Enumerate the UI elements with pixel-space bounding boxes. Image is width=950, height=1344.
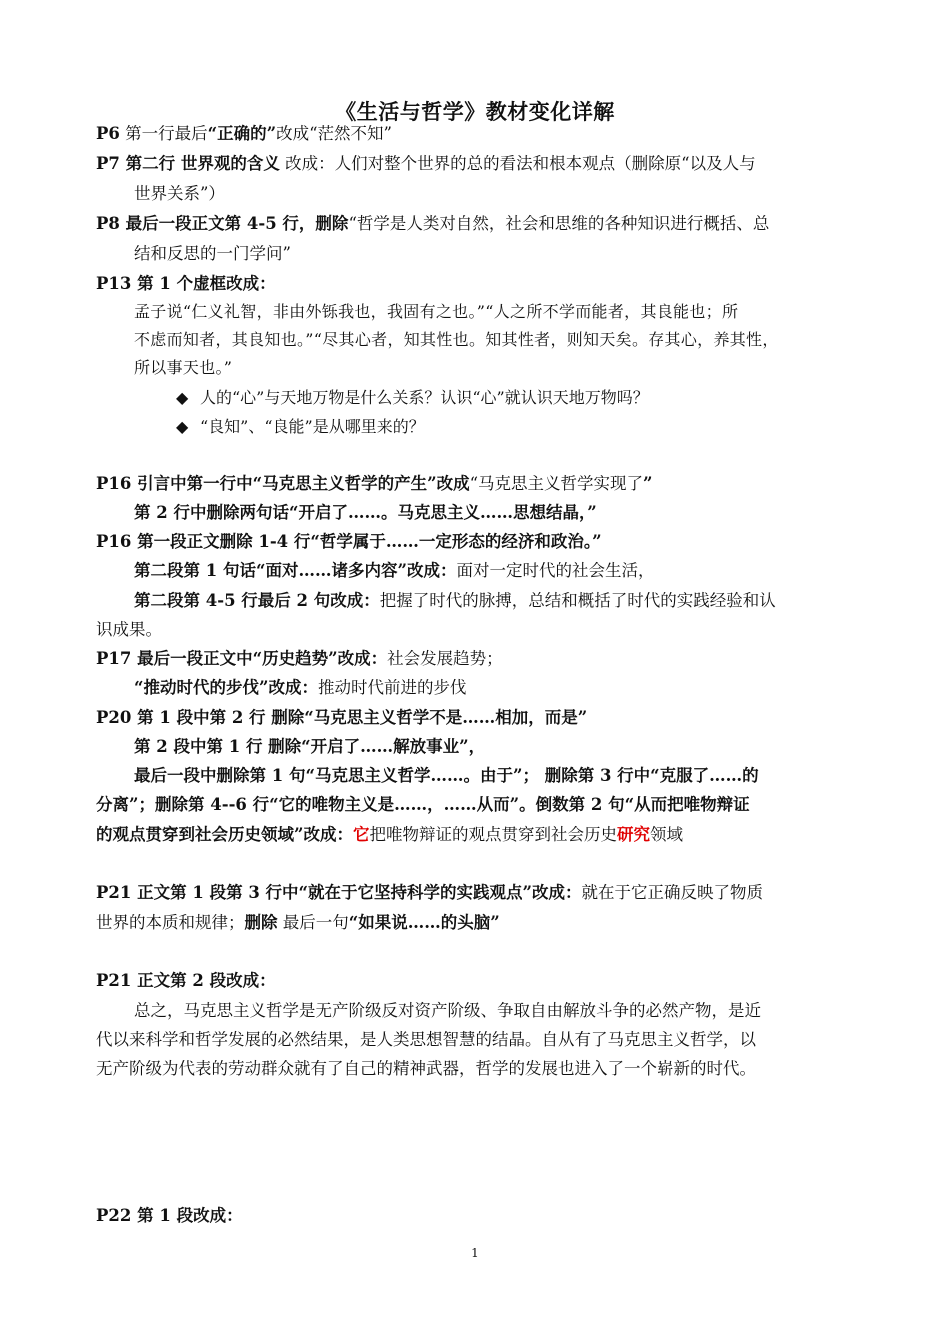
heading-bold: P22 第 1 段改成： (96, 1206, 243, 1225)
heading-bold: P13 第 1 个虚框改成： (96, 274, 276, 293)
text: 改成 (276, 124, 310, 143)
text: 领域 (650, 825, 683, 844)
text: 的观点贯穿到社会历史领域”改成： (96, 825, 353, 844)
bullet-text: 人的“心”与天地万物是什么关系？认识“心”就认识天地万物吗？ (200, 388, 649, 407)
text: 所以事天也。” (134, 358, 233, 377)
line-p16-para2-1 (134, 557, 894, 585)
text: 第二段第 4-5 行最后 2 句改成： (134, 591, 380, 610)
line-p21-1b (96, 909, 856, 937)
line-p8-cont (134, 240, 894, 268)
line-p16-para1 (96, 528, 856, 556)
text: 第一行最后 (119, 124, 208, 143)
line-p17 (96, 645, 856, 673)
line-p16-delete (134, 499, 894, 527)
para-summary-1 (134, 997, 894, 1025)
text: ” (643, 474, 653, 493)
highlight-red: 它 (353, 825, 370, 844)
diamond-bullet-icon: ◆ (176, 417, 189, 436)
quote: “茫然不知” (309, 124, 392, 143)
diamond-bullet-icon: ◆ (176, 388, 189, 407)
text: 识成果。 (96, 620, 162, 639)
text: 总之，马克思主义哲学是无产阶级反对资产阶级、争取自由解放斗争的必然产物，是近 (134, 1001, 761, 1020)
line-p6 (96, 120, 856, 148)
quote-mencius-3 (134, 354, 894, 382)
text: 改成：人们对整个世界的总的看法和根本观点（删除原“以及人与 (279, 154, 756, 173)
line-p20-4 (96, 791, 856, 819)
quote-mencius-1 (134, 298, 894, 326)
para-summary-2 (96, 1026, 856, 1054)
line-p16-para2-2 (134, 587, 894, 615)
line-p16-para2-3 (96, 616, 856, 644)
text: “马克思主义哲学实现了 (469, 474, 644, 493)
text: 第 2 行中删除两句话“开启了……。马克思主义……思想结晶，” (134, 503, 597, 522)
text: 把握了时代的脉搏，总结和概括了时代的实践经验和认 (379, 591, 776, 610)
heading-bold: P8 最后一段正文第 4-5 行，删除 (96, 214, 349, 233)
heading-bold: P21 正文第 1 段第 3 行中“就在于它坚持科学的实践观点”改成： (96, 883, 582, 902)
text: P16 第一段正文删除 1-4 行“哲学属于……一定形态的经济和政治。” (96, 532, 602, 551)
page-ref: P6 (96, 124, 120, 143)
line-p20 (96, 704, 856, 732)
bullet-item (176, 384, 649, 412)
page-number: 1 (471, 1246, 479, 1260)
line-p7 (96, 150, 856, 178)
line-p20-5 (96, 821, 856, 849)
line-p22 (96, 1202, 856, 1230)
line-p20-2 (134, 733, 894, 761)
heading-bold: P21 正文第 2 段改成： (96, 971, 276, 990)
text: 社会发展趋势； (387, 649, 503, 668)
line-p17-2 (134, 674, 894, 702)
text: 世界的本质和规律； (96, 913, 245, 932)
line-p21-2 (96, 967, 856, 995)
text: 面对一定时代的社会生活， (456, 561, 655, 580)
text: 就在于它正确反映了物质 (581, 883, 764, 902)
document-title: 《生活与哲学》教材变化详解 (335, 99, 615, 124)
line-p21-1 (96, 879, 856, 907)
heading-bold: P16 引言中第一行中“马克思主义哲学的产生”改成 (96, 474, 470, 493)
text: 删除 (244, 913, 278, 932)
highlight-red: 研究 (617, 825, 650, 844)
line-p16-intro (96, 470, 856, 498)
line-p7-cont (134, 180, 894, 208)
line-p8 (96, 210, 856, 238)
quote-bold: “正确的” (207, 124, 277, 143)
text: 结和反思的一门学问” (134, 244, 291, 263)
para-summary-3 (96, 1055, 856, 1083)
text: “哲学是人类对自然，社会和思维的各种知识进行概括、总 (348, 214, 770, 233)
text: 推动时代前进的步伐 (317, 678, 467, 697)
line-p20-3 (134, 762, 894, 790)
text: 代以来科学和哲学发展的必然结果，是人类思想智慧的结晶。自从有了马克思主义哲学，以 (96, 1030, 756, 1049)
text: P20 第 1 段中第 2 行 删除“马克思主义哲学不是……相加，而是” (96, 708, 588, 727)
text: 孟子说“仁义礼智，非由外铄我也，我固有之也。”“人之所不学而能者，其良能也；所 (134, 302, 739, 321)
bullet-text: “良知”、“良能”是从哪里来的？ (200, 417, 425, 436)
text: 不虑而知者，其良知也。”“尽其心者，知其性也。知其性者，则知天矣。存其心，养其性， (134, 330, 779, 349)
text: 世界关系”） (134, 184, 225, 203)
bullet-item (176, 413, 425, 441)
text: 把唯物辩证的观点贯穿到社会历史 (369, 825, 617, 844)
text: 分离”；删除第 4--6 行“它的唯物主义是……，……从而”。倒数第 2 句“从而把唯物辩证 (96, 795, 750, 814)
text: “推动时代的步伐”改成： (134, 678, 318, 697)
text: 最后一段中删除第 1 句“马克思主义哲学……。由于”； 删除第 3 行中“克服了……的 (134, 766, 759, 785)
text: 第 2 段中第 1 行 删除“开启了……解放事业”， (134, 737, 486, 756)
text: “如果说……的头脑” (348, 913, 500, 932)
quote-mencius-2 (134, 326, 894, 354)
text: 第二段第 1 句话“面对……诸多内容”改成： (134, 561, 457, 580)
text: 最后一句 (282, 913, 349, 932)
line-p13 (96, 270, 856, 298)
heading-bold: P17 最后一段正文中“历史趋势”改成： (96, 649, 388, 668)
text: 无产阶级为代表的劳动群众就有了自己的精神武器，哲学的发展也进入了一个崭新的时代。 (96, 1059, 756, 1078)
heading-bold: P7 第二行 世界观的含义 (96, 154, 280, 173)
